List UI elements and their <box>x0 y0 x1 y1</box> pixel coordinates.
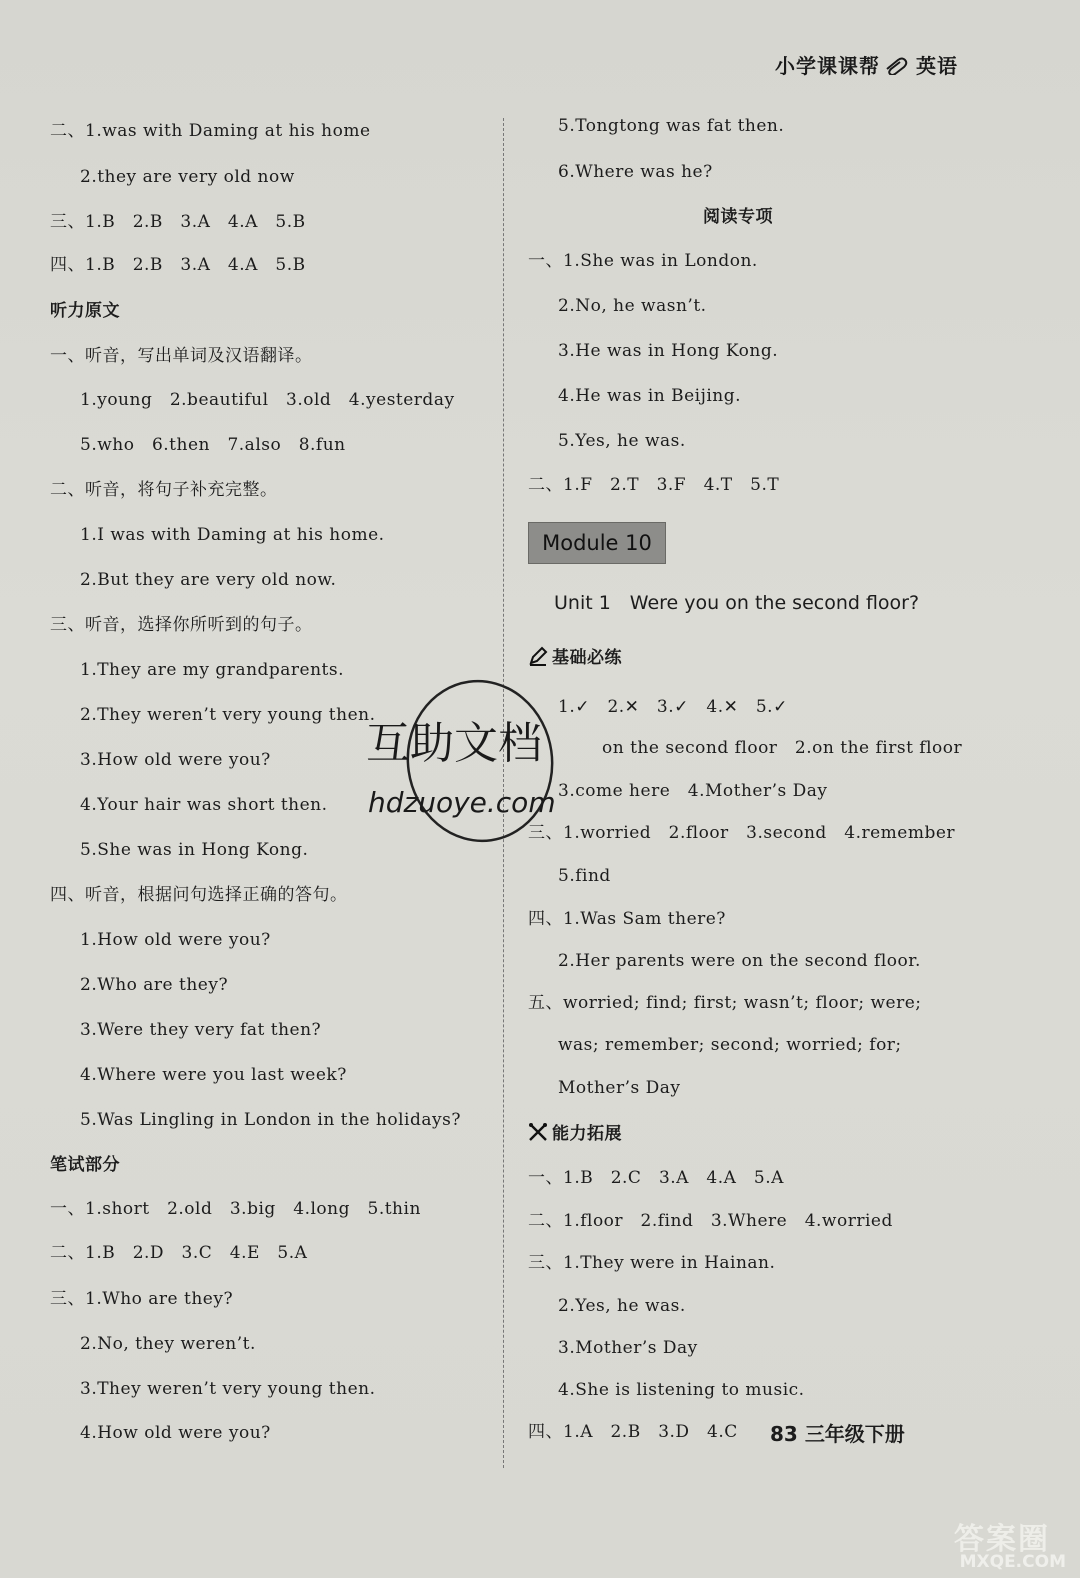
unit-title: Unit 1 Were you on the second floor? <box>554 592 920 614</box>
answer-line: 6.Where was he? <box>558 162 713 182</box>
answer-line: 二、1.was with Daming at his home <box>50 121 371 141</box>
answer-line: 3.Were they very fat then? <box>80 1020 322 1040</box>
answer-line: 5.Yes, he was. <box>558 431 686 451</box>
answer-line: 一、听音，写出单词及汉语翻译。 <box>50 346 313 366</box>
answer-line: 3.come here 4.Mother’s Day <box>558 781 828 801</box>
page-footer <box>770 1418 905 1447</box>
answer-line: 3.They weren’t very young then. <box>80 1379 376 1399</box>
pencil-icon <box>528 646 548 666</box>
answer-line: 二、1.F 2.T 3.F 4.T 5.T <box>528 475 780 495</box>
answer-line: 3.How old were you? <box>80 750 271 770</box>
answer-line: 二、1.floor 2.find 3.Where 4.worried <box>528 1211 893 1231</box>
page-header <box>775 50 958 79</box>
answer-line: 2.Who are they? <box>80 975 229 995</box>
section-extend <box>528 1122 622 1145</box>
answer-line: 二、听音，将句子补充完整。 <box>50 480 278 500</box>
answer-line: 一、1.She was in London. <box>528 251 758 271</box>
answer-line: 5.Was Lingling in London in the holidays? <box>80 1110 461 1130</box>
answer-line: 4.Where were you last week? <box>80 1065 347 1085</box>
answer-line: 2.But they are very old now. <box>80 570 337 590</box>
answer-line: 1.young 2.beautiful 3.old 4.yesterday <box>80 390 455 410</box>
paperclip-icon <box>884 57 912 75</box>
section-extend-title: 能力拓展 <box>552 1124 622 1144</box>
answer-line: 四、1.A 2.B 3.D 4.C <box>528 1422 738 1442</box>
answer-line: 4.Your hair was short then. <box>80 795 328 815</box>
answer-line: 三、听音，选择你所听到的句子。 <box>50 615 313 635</box>
answer-line: 2.Her parents were on the second floor. <box>558 951 921 971</box>
answer-line: 5.find <box>558 866 611 886</box>
page-number: 83 <box>770 1422 798 1446</box>
section-basic <box>528 646 622 669</box>
answer-line: 二、1.B 2.D 3.C 4.E 5.A <box>50 1243 308 1263</box>
corner-logo-brand: 答案圈 <box>954 1522 1050 1557</box>
corner-logo <box>890 1508 1080 1578</box>
answer-line: 2.Yes, he was. <box>558 1296 686 1316</box>
answer-line: 三、1.worried 2.floor 3.second 4.remember <box>528 823 956 843</box>
answer-line: 2.No, he wasn’t. <box>558 296 707 316</box>
answer-line: 1.They are my grandparents. <box>80 660 345 680</box>
column-divider <box>503 118 504 1468</box>
answer-line: was; remember; second; worried; for; <box>558 1035 902 1055</box>
answer-line: 1.How old were you? <box>80 930 271 950</box>
answer-line: 五、worried; find; first; wasn’t; floor; were; <box>528 993 922 1013</box>
answer-line: 1.✓ 2.✕ 3.✓ 4.✕ 5.✓ <box>558 697 788 717</box>
answer-line: Mother’s Day <box>558 1078 681 1098</box>
answer-line: 4.She is listening to music. <box>558 1380 805 1400</box>
answer-line: 5.She was in Hong Kong. <box>80 840 309 860</box>
answer-line: 5.Tongtong was fat then. <box>558 116 785 136</box>
answer-line: 4.He was in Beijing. <box>558 386 742 406</box>
answer-line: 2.No, they weren’t. <box>80 1334 256 1354</box>
watermark-line2: hdzuoye.com <box>368 786 556 819</box>
answer-line: 三、1.Who are they? <box>50 1289 234 1309</box>
answer-line: 四、听音，根据问句选择正确的答句。 <box>50 885 348 905</box>
module-label: Module 10 <box>528 522 666 564</box>
answer-line: 三、1.B 2.B 3.A 4.A 5.B <box>50 212 306 232</box>
section-basic-title: 基础必练 <box>552 648 622 668</box>
grade-label: 三年级下册 <box>804 1422 905 1446</box>
answer-line: 1.I was with Daming at his home. <box>80 525 385 545</box>
answer-line: 4.How old were you? <box>80 1423 271 1443</box>
crossed-tools-icon <box>528 1122 548 1142</box>
answer-line: 2.they are very old now <box>80 167 295 187</box>
answer-line: 四、1.Was Sam there? <box>528 909 726 929</box>
header-subject: 英语 <box>916 54 958 78</box>
section-heading: 听力原文 <box>50 301 120 321</box>
section-heading: 笔试部分 <box>50 1155 120 1175</box>
answer-line: 3.Mother’s Day <box>558 1338 698 1358</box>
answer-line: on the second floor 2.on the first floor <box>602 738 963 758</box>
answer-line: 一、1.short 2.old 3.big 4.long 5.thin <box>50 1199 421 1219</box>
header-title: 小学课课帮 <box>775 54 880 78</box>
answer-line: 2.They weren’t very young then. <box>80 705 376 725</box>
answer-line: 5.who 6.then 7.also 8.fun <box>80 435 346 455</box>
answer-line: 3.He was in Hong Kong. <box>558 341 779 361</box>
answer-line: 一、1.B 2.C 3.A 4.A 5.A <box>528 1168 784 1188</box>
answer-line: 四、1.B 2.B 3.A 4.A 5.B <box>50 255 306 275</box>
answer-line: 三、1.They were in Hainan. <box>528 1253 776 1273</box>
corner-logo-url: MXQE.COM <box>959 1552 1066 1572</box>
section-heading: 阅读专项 <box>703 207 773 227</box>
watermark-line1: 互助文档 <box>366 718 542 769</box>
